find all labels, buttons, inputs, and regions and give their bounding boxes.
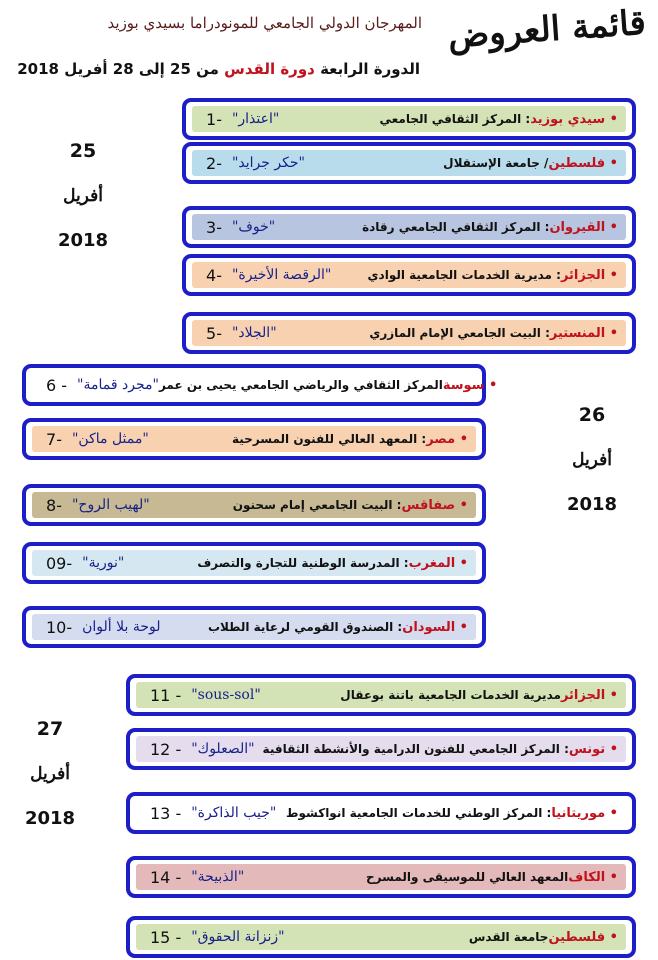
show-title: "الصعلوك" xyxy=(191,741,255,757)
show-number: - 11 xyxy=(150,685,182,705)
show-country: • الجزائر xyxy=(560,267,618,283)
show-number: -2 xyxy=(206,153,222,173)
show-title: "مجرد قمامة" xyxy=(77,377,159,393)
show-title: "ممثل ماكن" xyxy=(71,431,149,447)
show-title: "لهيب الروح" xyxy=(71,497,150,513)
show-troupe: : المدرسة الوطنية للتجارة والتصرف xyxy=(197,556,409,570)
show-row-5 xyxy=(182,312,636,354)
show-troupe: المركز الثقافي والرياضي الجامعي يحيى بن عمر xyxy=(158,378,443,392)
date-year: 2018 xyxy=(24,808,76,829)
show-number: -3 xyxy=(206,217,222,237)
show-box xyxy=(136,800,626,826)
show-title: "جيب الذاكرة" xyxy=(191,805,277,821)
show-box xyxy=(32,492,476,518)
show-country: • السودان xyxy=(402,619,468,635)
date-year: 2018 xyxy=(566,494,618,515)
show-box xyxy=(136,682,626,708)
show-row-4 xyxy=(182,254,636,296)
show-row-14 xyxy=(126,856,636,898)
show-row-13 xyxy=(126,792,636,834)
show-title: "الذبيحة" xyxy=(191,869,245,885)
show-number: -8 xyxy=(46,495,62,515)
show-box xyxy=(192,214,626,240)
show-troupe: مديرية الخدمات الجامعية باتنة بوعقال xyxy=(340,688,561,702)
show-number: - 14 xyxy=(150,867,182,887)
show-title: "اعتذار" xyxy=(231,111,280,127)
show-country: • الكاف xyxy=(568,869,618,885)
show-country: • صفاقس xyxy=(401,497,468,513)
show-number: -7 xyxy=(46,429,62,449)
show-box xyxy=(192,150,626,176)
date-day: 25 xyxy=(69,140,97,162)
show-troupe: جامعة القدس xyxy=(468,930,549,944)
show-row-3 xyxy=(182,206,636,248)
page-title: قائمة العروض xyxy=(446,2,648,57)
show-troupe: : المركز الثقافي الجامعي رقادة xyxy=(362,220,550,234)
show-row-9 xyxy=(22,542,486,584)
date-day-3 xyxy=(10,718,90,829)
date-month: أفريل xyxy=(63,186,103,206)
show-country: • فلسطين xyxy=(548,155,618,171)
show-row-7 xyxy=(22,418,486,460)
festival-name: المهرجان الدولي الجامعي للمونودراما بسيدي بوزيد xyxy=(107,14,422,32)
show-row-2 xyxy=(182,142,636,184)
show-box xyxy=(32,550,476,576)
show-troupe: : المعهد العالي للفنون المسرحية xyxy=(232,432,427,446)
show-number: - 6 xyxy=(46,375,68,395)
show-title: "الرقصة الأخيرة" xyxy=(231,267,332,283)
show-troupe: المعهد العالي للموسيقى والمسرح xyxy=(366,870,569,884)
show-number: - 15 xyxy=(150,927,182,947)
show-country: • فلسطين xyxy=(548,929,618,945)
show-number: - 13 xyxy=(150,803,182,823)
show-row-15 xyxy=(126,916,636,958)
show-troupe: : مديرية الخدمات الجامعية الوادي xyxy=(367,268,561,282)
edition-line xyxy=(17,60,420,78)
show-troupe: : المركز الثقافي الجامعي xyxy=(379,112,531,126)
show-country: • تونس xyxy=(568,741,618,757)
show-number: -09 xyxy=(46,553,73,573)
date-day-1 xyxy=(48,140,118,251)
show-title: "خوف" xyxy=(231,219,276,235)
show-number: -10 xyxy=(46,617,73,637)
show-title: "sous-sol" xyxy=(191,687,261,703)
show-number: -4 xyxy=(206,265,222,285)
show-number: -1 xyxy=(206,109,222,129)
show-title: لوحة بلا ألوان xyxy=(82,619,161,635)
show-country: • المنستير xyxy=(549,325,618,341)
show-row-12 xyxy=(126,728,636,770)
show-title: "حكر جرايد" xyxy=(231,155,305,171)
show-troupe: / جامعة الإستقلال xyxy=(443,156,549,170)
show-box xyxy=(192,320,626,346)
show-box xyxy=(136,736,626,762)
date-day-2 xyxy=(552,404,632,515)
show-number: -5 xyxy=(206,323,222,343)
date-day: 27 xyxy=(36,718,64,740)
show-number: - 12 xyxy=(150,739,182,759)
show-row-1 xyxy=(182,98,636,140)
show-box xyxy=(32,426,476,452)
show-country: • سوسة xyxy=(442,377,498,393)
show-row-6 xyxy=(22,364,498,406)
show-title: "زنزانة الحقوق" xyxy=(191,929,285,945)
show-troupe: : البيت الجامعي الإمام المازري xyxy=(369,326,550,340)
show-box xyxy=(136,924,626,950)
show-troupe: : البيت الجامعي إمام سحنون xyxy=(232,498,402,512)
show-box xyxy=(32,372,498,398)
show-box xyxy=(192,262,626,288)
show-troupe: : الصندوق القومي لرعاية الطلاب xyxy=(207,620,403,634)
show-box xyxy=(136,864,626,890)
show-box xyxy=(192,106,626,132)
show-country: • مصر xyxy=(426,431,468,447)
show-title: "نورية" xyxy=(82,555,125,571)
date-month: أفريل xyxy=(30,764,70,784)
show-troupe: : المركز الجامعي للفنون الدرامية والأنشطة الثقافية xyxy=(262,742,569,756)
show-country: • موريتانيا xyxy=(551,805,618,821)
date-year: 2018 xyxy=(57,230,109,251)
date-month: أفريل xyxy=(572,450,612,470)
show-country: • الجزائر xyxy=(560,687,618,703)
date-day: 26 xyxy=(578,404,606,426)
show-country: • المغرب xyxy=(408,555,468,571)
show-troupe: : المركز الوطني للخدمات الجامعية انواكشوط xyxy=(286,806,552,820)
show-country: • سيدي بوزيد xyxy=(530,111,618,127)
show-row-10 xyxy=(22,606,486,648)
show-box xyxy=(32,614,476,640)
show-country: • القيروان xyxy=(549,219,618,235)
show-row-11 xyxy=(126,674,636,716)
edition-prefix: الدورة الرابعة xyxy=(320,60,420,78)
show-title: "الجلاد" xyxy=(231,325,277,341)
edition-dates: من 25 إلى 28 أفريل 2018 xyxy=(17,60,219,78)
edition-name: دورة القدس xyxy=(224,60,315,78)
show-row-8 xyxy=(22,484,486,526)
